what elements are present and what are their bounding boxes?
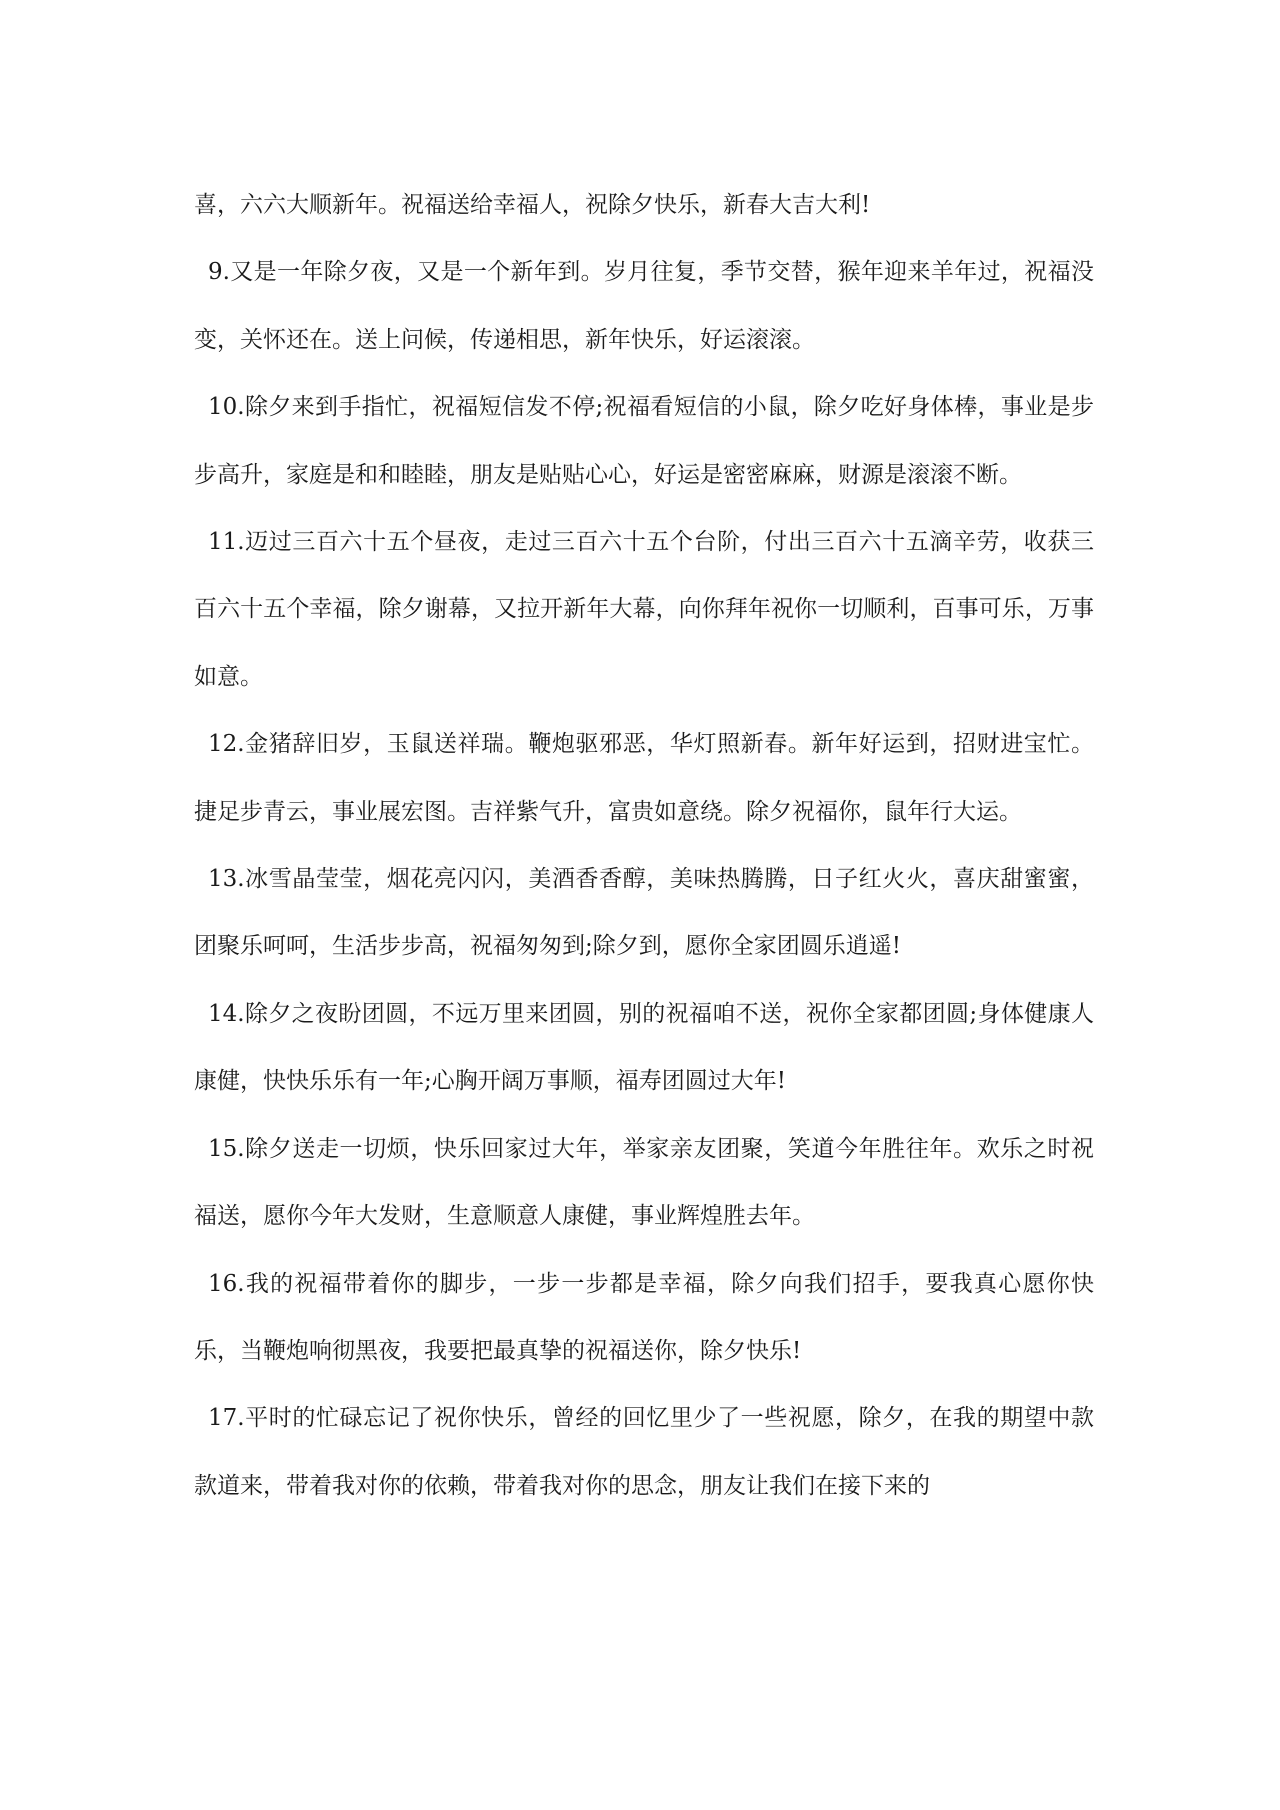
- paragraph: 9.又是一年除夕夜，又是一个新年到。岁月往复，季节交替，猴年迎来羊年过，祝福没变，关怀还在。送上问候，传递相思，新年快乐，好运滚滚。: [194, 259, 1094, 353]
- document-body: [194, 172, 1094, 1520]
- paragraph: 16.我的祝福带着你的脚步，一步一步都是幸福，除夕向我们招手，要我真心愿你快乐，当鞭炮响彻黑夜，我要把最真挚的祝福送你，除夕快乐!: [194, 1270, 1094, 1364]
- paragraph: 10.除夕来到手指忙，祝福短信发不停;祝福看短信的小鼠，除夕吃好身体棒，事业是步步高升，家庭是和和睦睦，朋友是贴贴心心，好运是密密麻麻，财源是滚滚不断。: [194, 394, 1094, 488]
- paragraph: 喜，六六大顺新年。祝福送给幸福人，祝除夕快乐，新春大吉大利!: [194, 192, 871, 218]
- paragraph: 17.平时的忙碌忘记了祝你快乐，曾经的回忆里少了一些祝愿，除夕，在我的期望中款款道来，带着我对你的依赖，带着我对你的思念，朋友让我们在接下来的: [194, 1405, 1094, 1499]
- paragraph: 15.除夕送走一切烦，快乐回家过大年，举家亲友团聚，笑道今年胜往年。欢乐之时祝福送，愿你今年大发财，生意顺意人康健，事业辉煌胜去年。: [194, 1135, 1094, 1230]
- paragraph: 12.金猪辞旧岁，玉鼠送祥瑞。鞭炮驱邪恶，华灯照新春。新年好运到，招财进宝忙。捷足步青云，事业展宏图。吉祥紫气升，富贵如意绕。除夕祝福你，鼠年行大运。: [194, 731, 1094, 825]
- paragraph: 13.冰雪晶莹莹，烟花亮闪闪，美酒香香醇，美味热腾腾，日子红火火，喜庆甜蜜蜜，团聚乐呵呵，生活步步高，祝福匆匆到;除夕到，愿你全家团圆乐逍遥!: [194, 866, 1094, 960]
- paragraph: 14.除夕之夜盼团圆，不远万里来团圆，别的祝福咱不送，祝你全家都团圆;身体健康人康健，快快乐乐有一年;心胸开阔万事顺，福寿团圆过大年!: [194, 1000, 1094, 1095]
- paragraph: 11.迈过三百六十五个昼夜，走过三百六十五个台阶，付出三百六十五滴辛劳，收获三百六十五个幸福，除夕谢幕，又拉开新年大幕，向你拜年祝你一切顺利，百事可乐，万事如意。: [194, 529, 1094, 690]
